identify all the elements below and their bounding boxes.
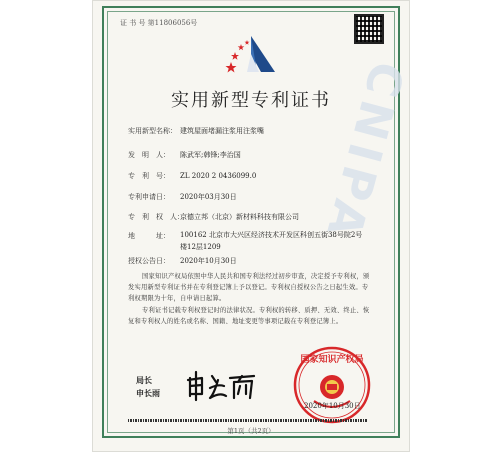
field-patentee	[128, 212, 299, 222]
field-application-date	[128, 192, 237, 202]
page-number: 第1页（共2页）	[227, 427, 275, 435]
field-value: 京德立邦（北京）新材料科技有限公司	[180, 213, 299, 221]
official-seal-icon	[292, 345, 372, 425]
field-grant-date	[128, 256, 237, 266]
handwritten-signature-icon	[184, 368, 258, 402]
director-name: 申长雨	[136, 389, 160, 398]
field-value: 2020年10月30日	[180, 257, 237, 265]
certificate-title: 实用新型专利证书	[171, 90, 331, 111]
field-label: 专 利 权 人：	[128, 213, 184, 221]
cnipa-logo-icon	[221, 32, 281, 78]
address-line-2: 楼12层1209	[180, 243, 221, 251]
qr-code-icon	[354, 14, 384, 44]
address-line-1: 100162 北京市大兴区经济技术开发区科创五街38号院2号	[180, 231, 363, 239]
field-label: 专 利 号：	[128, 172, 170, 180]
field-value: 建筑屋面堵漏注浆用注浆嘴	[180, 127, 264, 135]
patent-certificate	[92, 0, 415, 452]
legal-status-paragraph: 专利证书记载专利权登记时的法律状况。专利权的转移、质押、无效、终止、恢复和专利权人的姓名或名称、国籍、地址变更等事项记载在专利登记簿上。	[128, 307, 370, 325]
director-title: 局长	[136, 376, 152, 385]
field-inventors	[128, 150, 241, 160]
field-label: 发 明 人：	[128, 151, 170, 159]
field-label: 授权公告日：	[128, 257, 170, 265]
seal-date: 2020年10月30日	[304, 402, 361, 410]
field-patent-number	[128, 171, 256, 181]
field-label: 实用新型名称：	[128, 127, 177, 135]
decision-paragraph: 国家知识产权局依照中华人民共和国专利法经过初步审查，决定授予专利权，颁发实用新型专利证书并在专利登记簿上予以登记。专利权自授权公告之日起生效。专利权期限为十年，自申请日起算。	[128, 273, 370, 302]
field-value: ZL 2020 2 0436099.0	[180, 172, 257, 180]
barcode-strip	[128, 419, 368, 422]
field-value: 陈武军;韩锋;李治国	[180, 151, 241, 159]
svg-text:国家知识产权局: 国家知识产权局	[300, 355, 364, 365]
field-address-value	[180, 229, 380, 253]
field-value: 2020年03月30日	[180, 193, 237, 201]
field-address-label	[128, 231, 180, 241]
field-label: 地 址：	[128, 232, 170, 240]
cnipa-watermark: CNIPA	[315, 56, 415, 249]
field-utility-model-name	[128, 126, 264, 136]
certificate-number: 证 书 号 第11806056号	[120, 19, 198, 27]
field-label: 专利申请日：	[128, 193, 170, 201]
